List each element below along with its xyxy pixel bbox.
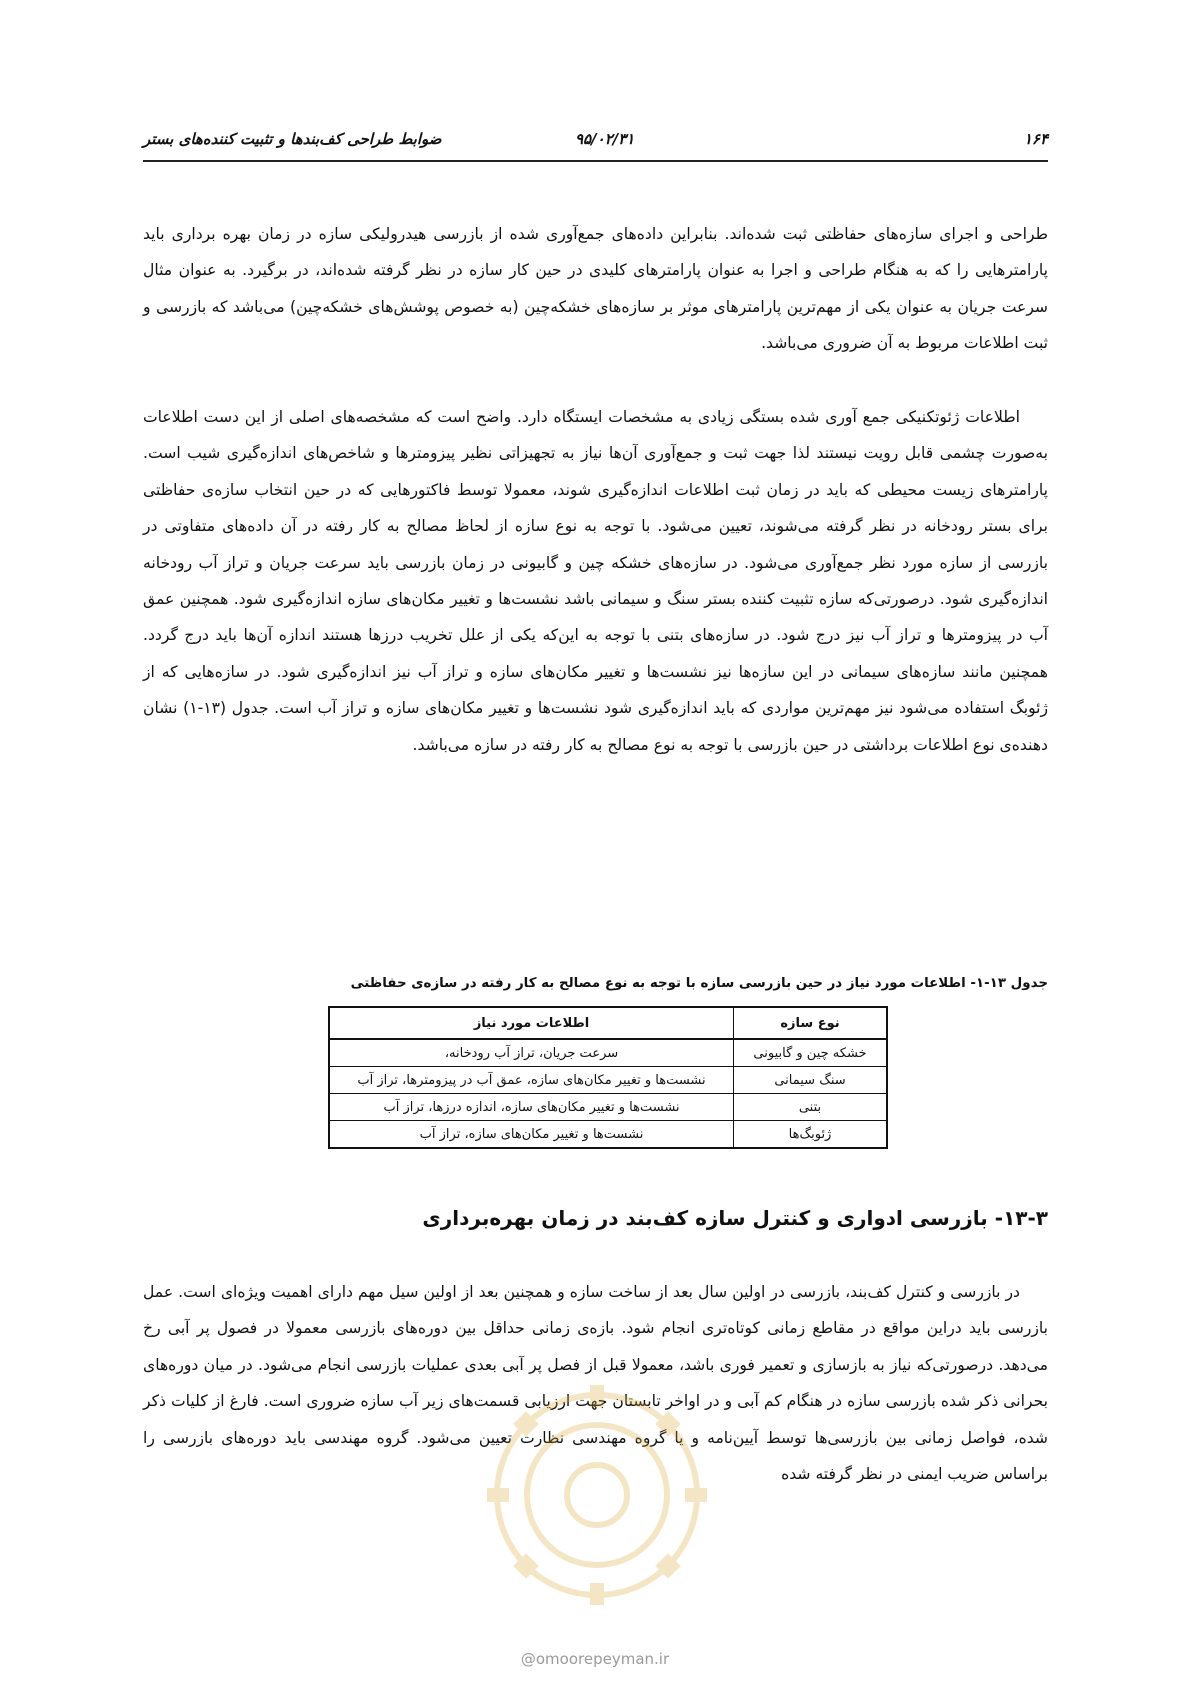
watermark-text: @omoorepeyman.ir bbox=[520, 1650, 670, 1668]
paragraph: طراحی و اجرای سازه‌های حفاظتی ثبت شده‌اند. بنابراین داده‌های جمع‌آوری شده از بازرسی هیدرولیکی سازه در زمان بهره برداری باید پارامترهایی را که به هنگام طراحی و اجرا به عنوان پارامترهای کلیدی در حین کار سازه در نظر گرفته شده‌اند، در برگیرد. به عنوان مثال سرعت جریان به عنوان یکی از مهم‌ترین پارامترهای موثر بر سازه‌های خشکه‌چین (به خصوص پوشش‌های خشکه‌چین) می‌باشد که بازرسی و ثبت اطلاعات مربوط به آن ضروری می‌باشد. bbox=[143, 225, 1048, 353]
table-row bbox=[329, 1039, 887, 1067]
table-cell: سرعت جریان، تراز آب رودخانه، bbox=[329, 1039, 734, 1067]
header-date: ۹۵/۰۲/۳۱ bbox=[575, 130, 635, 148]
table-cell: نشست‌ها و تغییر مکان‌های سازه، اندازه درزها، تراز آب bbox=[329, 1094, 734, 1121]
body-paragraph-block bbox=[143, 399, 1048, 763]
table-caption: جدول ۱۳-۱- اطلاعات مورد نیاز در حین بازرسی سازه با توجه به نوع مصالح به کار رفته در سازه‌ی حفاظتی bbox=[350, 976, 1048, 991]
table-row bbox=[329, 1121, 887, 1149]
paragraph: در بازرسی و کنترل کف‌بند، بازرسی در اولین سال بعد از ساخت سازه و همچنین بعد از اولین سیل مهم دارای اهمیت ویژه‌ای است. عمل بازرسی باید دراین مواقع در مقاطع زمانی کوتاه‌تری انجام شود. بازه‌ی زمانی حداقل بین دوره‌های بازرسی معمولا در فصول پر آبی رخ می‌دهد. درصورتی‌که نیاز به بازسازی و تعمیر فوری باشد، معمولا قبل از فصل پر آبی بعدی عملیات بازرسی انجام می‌شود. در میان دوره‌های بحرانی ذکر شده بازرسی سازه در هنگام کم آبی و در اواخر تابستان جهت ارزیابی قسمت‌های زیر آب سازه ضروری است. فارغ از کلیات ذکر شده، فواصل زمانی بین بازرسی‌ها توسط آیین‌نامه و یا گروه مهندسی نظارت تعیین می‌شود. گروه مهندسی باید دوره‌های بازرسی را براساس ضریب ایمنی در نظر گرفته شده bbox=[143, 1283, 1048, 1484]
table-cell: ژئوبگ‌ها bbox=[734, 1121, 888, 1149]
table-cell: نشست‌ها و تغییر مکان‌های سازه، عمق آب در پیزومترها، تراز آب bbox=[329, 1067, 734, 1094]
table-cell: خشکه چین و گابیونی bbox=[734, 1039, 888, 1067]
info-table bbox=[328, 1006, 888, 1149]
paragraph: اطلاعات ژئوتکنیکی جمع آوری شده بستگی زیادی به مشخصات ایستگاه دارد. واضح است که مشخصه‌های اصلی از این دست اطلاعات به‌صورت چشمی قابل رویت نیستند لذا جهت ثبت و جمع‌آوری آن‌ها نیاز به تجهیزاتی نظیر پیزومترها و شاخص‌های اندازه‌گیری شیب است. پارامترهای زیست محیطی که باید در زمان ثبت اطلاعات اندازه‌گیری شوند، معمولا توسط فاکتورهایی که در حین انتخاب سازه‌ی حفاظتی برای بستر رودخانه در نظر گرفته می‌شوند، تعیین می‌شود. با توجه به نوع سازه از لحاظ مصالح به کار رفته در آن داده‌های متفاوتی در بازرسی از سازه مورد نظر جمع‌آوری می‌شود. در سازه‌های خشکه چین و گابیونی در زمان بازرسی باید سرعت جریان و تراز آب رودخانه اندازه‌گیری شود. درصورتی‌که سازه تثبیت کننده بستر سنگ و سیمانی باشد نشست‌ها و تغییر مکان‌های سازه اندازه‌گیری شود. همچنین عمق آب در پیزومترها و تراز آب نیز درج شود. در سازه‌های بتنی با توجه به این‌که یکی از علل تخریب درزها هستند اندازه آن‌ها باید درج گردد. همچنین مانند سازه‌های سیمانی در این سازه‌ها نیز نشست‌ها و تغییر مکان‌های سازه و تراز آب نیز اندازه‌گیری شود. در سازه‌هایی که از ژئوبگ استفاده می‌شود نیز مهم‌ترین مواردی که باید اندازه‌گیری شود نشست‌ها و تغییر مکان‌های سازه و تراز آب است. جدول (۱۳-۱) نشان دهنده‌ی نوع اطلاعات برداشتی در حین بازرسی با توجه به نوع مصالح به کار رفته در سازه می‌باشد. bbox=[143, 408, 1048, 754]
table-cell: نشست‌ها و تغییر مکان‌های سازه، تراز آب bbox=[329, 1121, 734, 1149]
table-row bbox=[329, 1094, 887, 1121]
page-header bbox=[143, 124, 1048, 162]
table-cell: سنگ سیمانی bbox=[734, 1067, 888, 1094]
table-header-cell: نوع سازه bbox=[734, 1007, 888, 1039]
table-cell: بتنی bbox=[734, 1094, 888, 1121]
table-row bbox=[329, 1067, 887, 1094]
body-paragraph-block bbox=[143, 216, 1048, 362]
section-heading: ۱۳-۳- بازرسی ادواری و کنترل سازه کف‌بند در زمان بهره‌برداری bbox=[422, 1206, 1048, 1230]
header-document-title: ضوابط طراحی کف‌بندها و تثبیت کننده‌های بستر bbox=[143, 130, 442, 148]
table-header-row bbox=[329, 1007, 887, 1039]
page-number: ۱۶۴ bbox=[1023, 130, 1048, 148]
body-paragraph-block bbox=[143, 1274, 1048, 1492]
table-header-cell: اطلاعات مورد نیاز bbox=[329, 1007, 734, 1039]
